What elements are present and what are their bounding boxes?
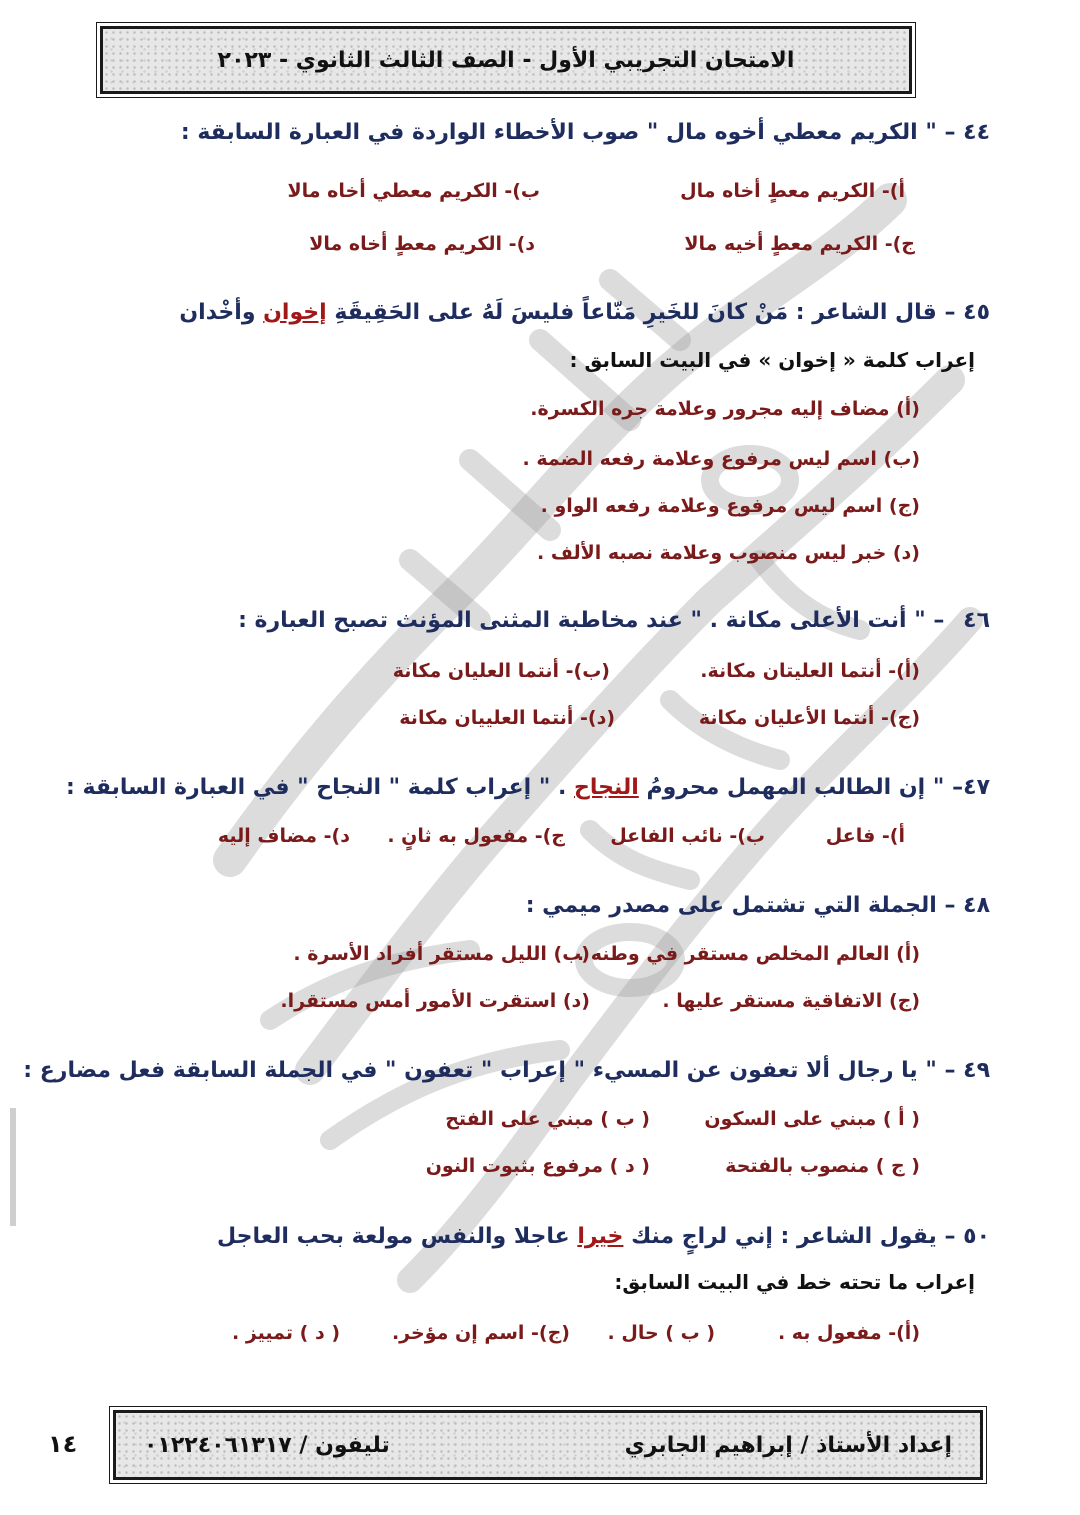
question-text: " الكريم معطي أخوه مال " صوب الأخطاء الواردة في العبارة السابقة : [180, 120, 937, 145]
option-d[interactable]: د)- مضاف إليه [217, 825, 350, 847]
question-subtext: إعراب ما تحته خط في البيت السابق: [614, 1270, 975, 1294]
option-c[interactable]: ج)- مفعول به ثانٍ . [387, 825, 565, 847]
question-text: – " أنت الأعلى مكانة . " عند مخاطبة المثنى المؤنث تصبح العبارة : [238, 608, 945, 633]
highlighted-word: النجاح [574, 775, 639, 800]
option-d[interactable]: (د) استقرت الأمور أمس مستقرا. [280, 990, 590, 1012]
question-text-end: . " إعراب كلمة " النجاح " في العبارة السابقة : [66, 775, 575, 800]
question-text-end: عاجلا والنفس مولعة بحب العاجل [216, 1224, 578, 1249]
question-50 [217, 1224, 990, 1249]
option-d[interactable]: ( د ) مرفوع بثبوت النون [425, 1155, 650, 1177]
option-a[interactable]: (أ) مضاف إليه مجرور وعلامة جره الكسرة. [530, 398, 920, 420]
option-d[interactable]: د)- الكريم معطٍ أخاه مالا [309, 233, 535, 255]
question-text: قال الشاعر : مَنْ كانَ للخَيرِ مَنّاعاً فليسَ لَهُ على الحَقِيقَةِ [326, 300, 937, 325]
question-49 [23, 1058, 990, 1083]
page-number: ١٤ [48, 1430, 78, 1458]
question-number: ٤٧– [952, 775, 990, 800]
question-text: الجملة التي تشتمل على مصدر ميمي : [525, 893, 937, 918]
option-c[interactable]: (ج) اسم ليس مرفوع وعلامة رفعه الواو . [540, 495, 920, 517]
question-46 [238, 608, 990, 633]
option-b[interactable]: ب)- الكريم معطي أخاه مالا [287, 180, 540, 202]
question-44 [181, 120, 990, 145]
question-text-end: وأخْدان [179, 300, 264, 325]
option-c[interactable]: (ج)- اسم إن مؤخر. [391, 1322, 570, 1344]
question-number: ٤٨ – [944, 893, 990, 918]
option-d[interactable]: (د) خبر ليس منصوب وعلامة نصبه الألف . [537, 542, 920, 564]
question-text: " يا رجال ألا تعفون عن المسيء " إعراب " تعفون " في الجملة السابقة فعل مضارع : [23, 1058, 937, 1083]
option-c[interactable]: ج)- الكريم معطٍ أخيه مالا [684, 233, 915, 255]
footer-box [113, 1410, 983, 1480]
option-b[interactable]: (ب)- أنتما العليان مكانة [392, 660, 610, 682]
option-b[interactable]: (ب) الليل مستقر أفراد الأسرة . [293, 943, 590, 965]
question-47 [66, 775, 990, 800]
option-a[interactable]: (أ)- أنتما العليتان مكانة. [700, 660, 920, 682]
question-number: ٤٥ – [944, 300, 990, 325]
option-c[interactable]: ( ج ) منصوب بالفتحة [725, 1155, 920, 1177]
option-b[interactable]: ( ب ) حال . [607, 1322, 715, 1344]
exam-title: الامتحان التجريبي الأول - الصف الثالث الثانوي - ٢٠٢٣ [217, 47, 795, 73]
author-credit: إعداد الأستاذ / إبراهيم الجابري [624, 1432, 952, 1458]
question-text: " إن الطالب المهمل محرومُ [638, 775, 945, 800]
phone-number: تليفون / ٠١٢٢٤٠٦١٣١٧ [144, 1432, 390, 1458]
option-a[interactable]: أ)- الكريم معطٍ أخاه مال [680, 180, 905, 202]
question-48 [526, 893, 990, 918]
option-c[interactable]: (ج) الاتفاقية مستقر عليها . [662, 990, 920, 1012]
question-45 [179, 300, 990, 325]
question-number: ٤٩ – [944, 1058, 990, 1083]
option-a[interactable]: أ)- فاعل [825, 825, 905, 847]
option-b[interactable]: ب)- نائب الفاعل [610, 825, 765, 847]
option-b[interactable]: ( ب ) مبني على الفتح [445, 1108, 650, 1130]
option-b[interactable]: (ب) اسم ليس مرفوع وعلامة رفعه الضمة . [522, 448, 920, 470]
option-a[interactable]: (أ)- مفعول به . [777, 1322, 920, 1344]
question-number: ٤٤ – [944, 120, 990, 145]
question-subtext: إعراب كلمة « إخوان » في البيت السابق : [569, 348, 975, 372]
highlighted-word: إخوان [263, 300, 327, 325]
option-a[interactable]: (أ) العالم المخلص مستقر في وطنه . [576, 943, 920, 965]
header-box [100, 26, 912, 94]
question-text: يقول الشاعر : إني لراجٍ منك [623, 1224, 937, 1249]
scan-edge-mark [10, 1108, 16, 1226]
option-d[interactable]: (د)- أنتما العلييان مكانة [399, 707, 615, 729]
highlighted-word: خيرا [577, 1224, 624, 1249]
question-number: ٥٠ – [944, 1224, 990, 1249]
option-a[interactable]: ( أ ) مبني على السكون [704, 1108, 920, 1130]
option-c[interactable]: (ج)- أنتما الأعليان مكانة [698, 707, 920, 729]
option-d[interactable]: ( د ) تمييز . [232, 1322, 340, 1344]
question-number: ٤٦ [963, 608, 990, 633]
